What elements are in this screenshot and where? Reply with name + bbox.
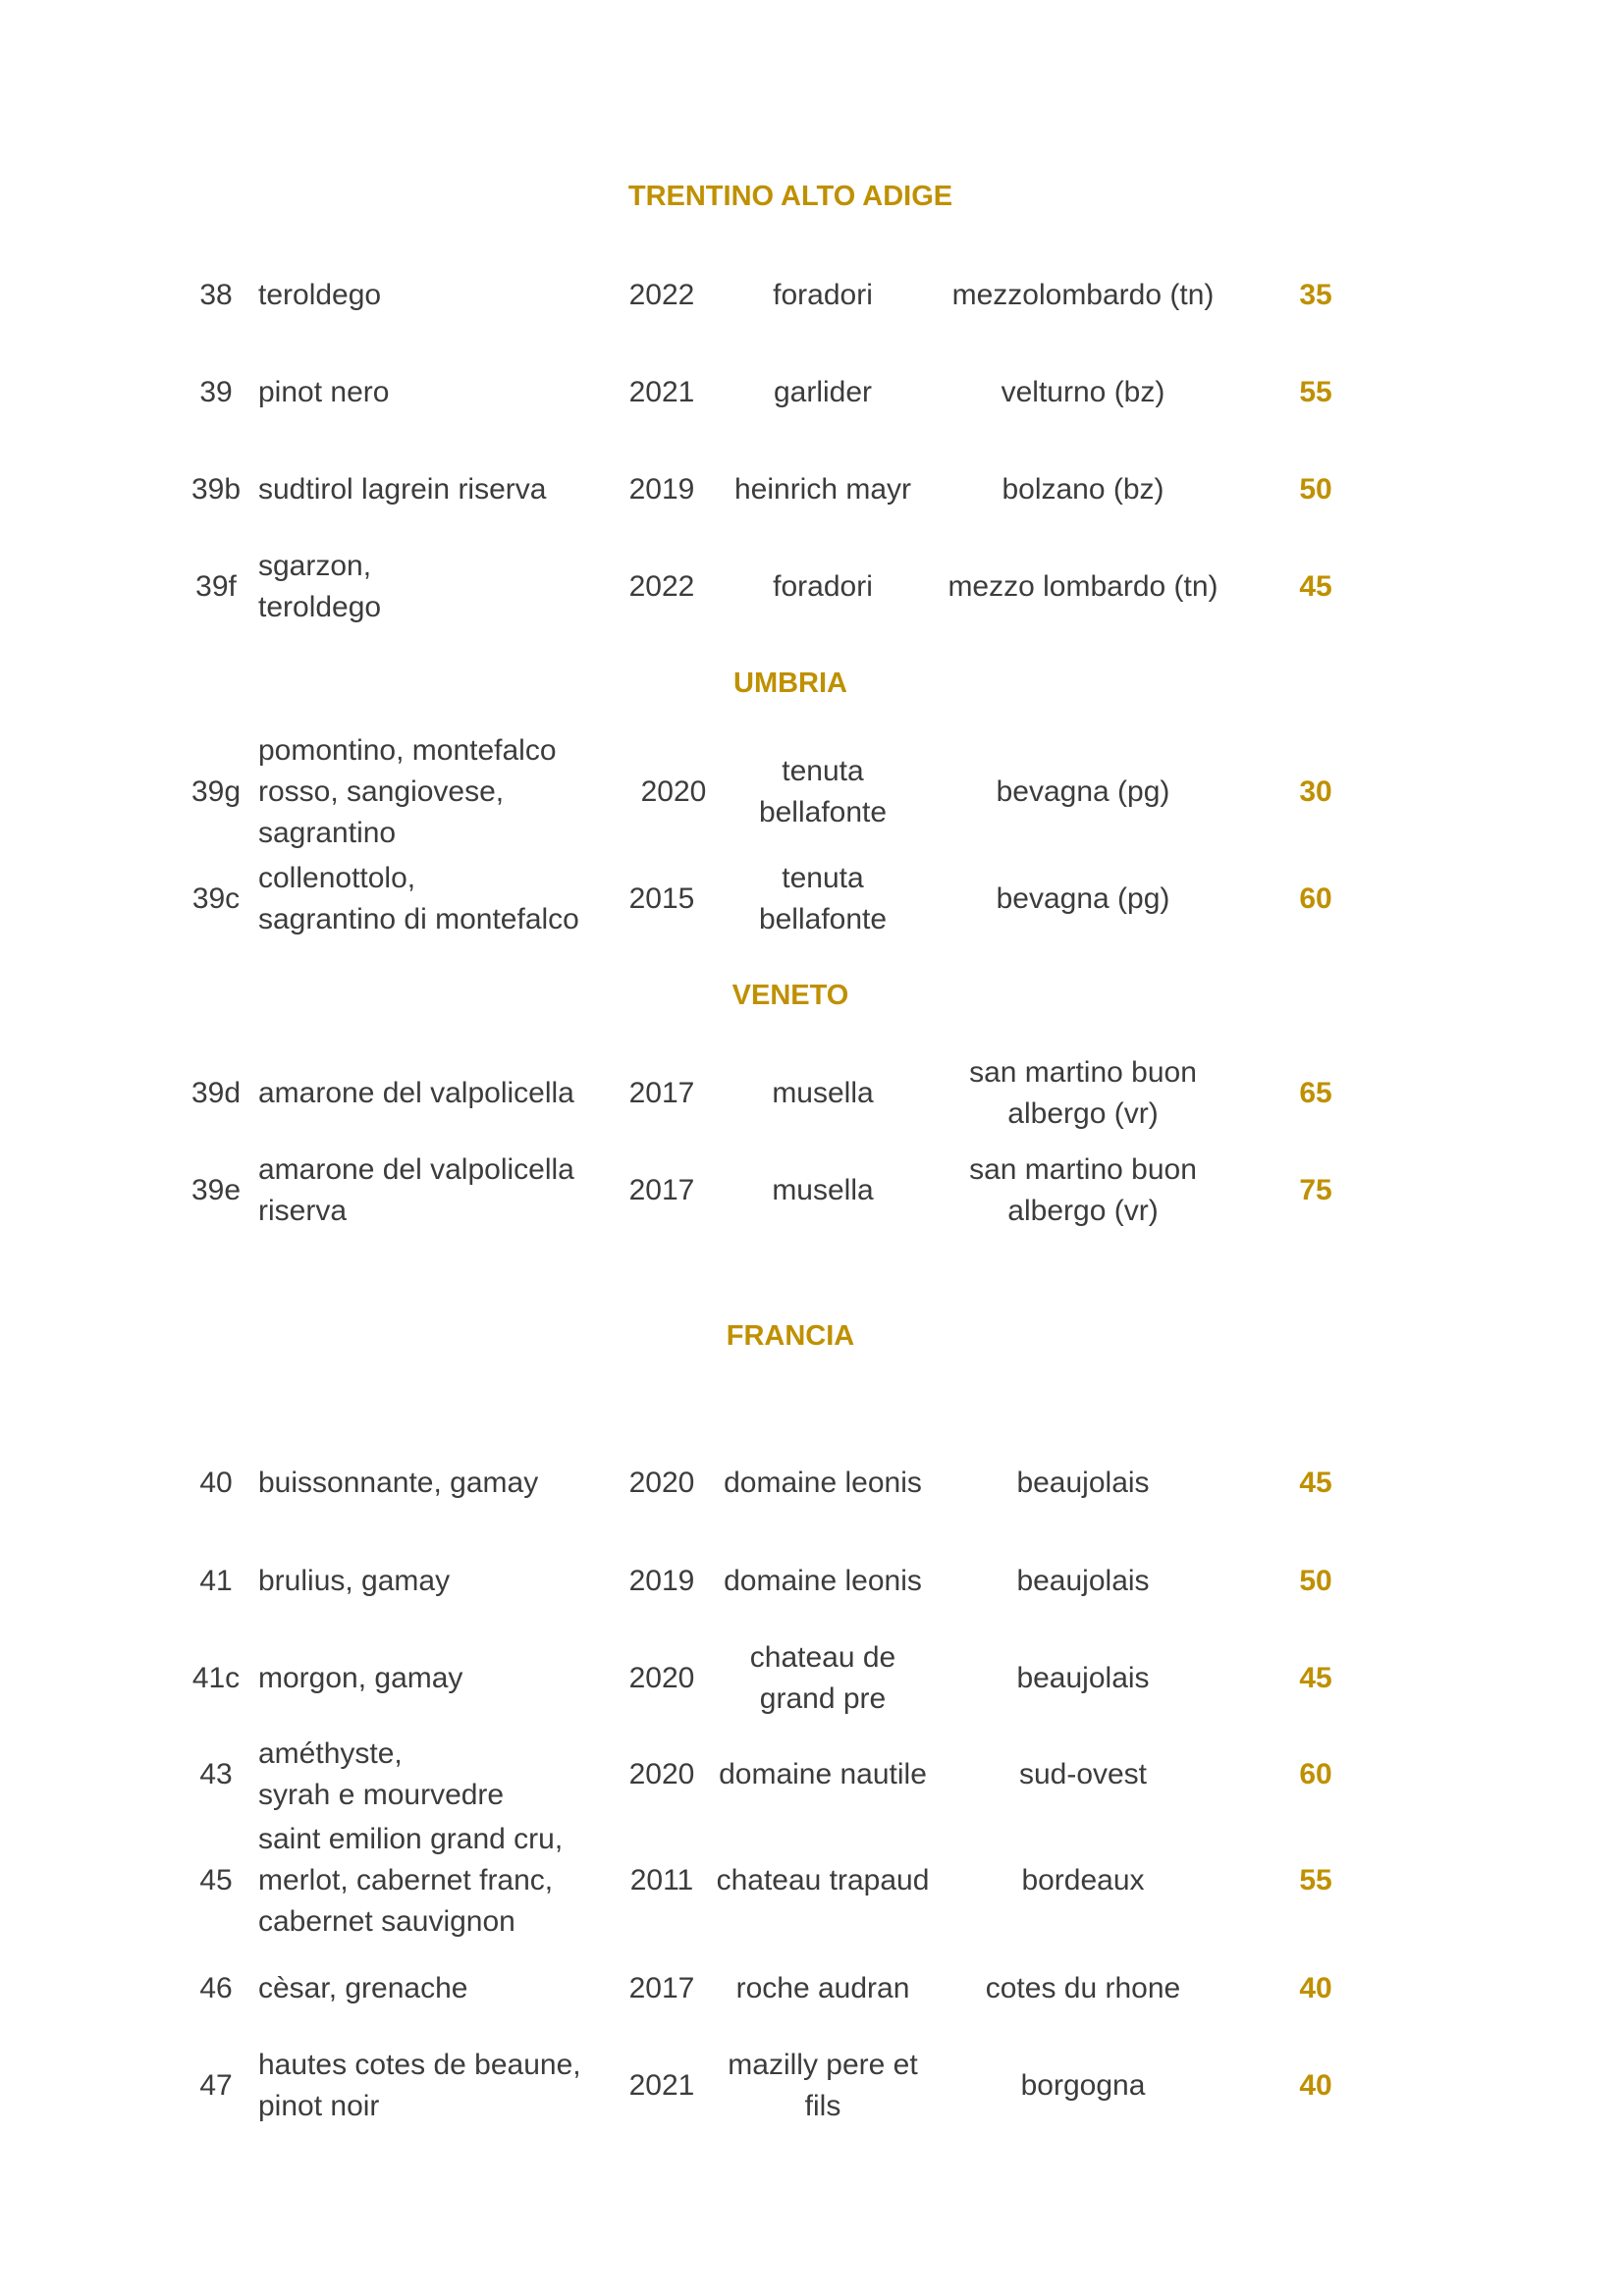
wine-number: 39g — [190, 775, 242, 808]
wine-price: 45 — [1299, 570, 1332, 603]
wine-price: 60 — [1299, 882, 1332, 915]
wine-price: 35 — [1299, 279, 1332, 311]
wine-vintage: 2019 — [628, 1565, 695, 1597]
wine-vintage: 2011 — [629, 1864, 694, 1896]
wine-region: velturno (bz) — [1001, 376, 1165, 408]
wine-price: 45 — [1299, 1662, 1332, 1694]
wine-number: 41 — [199, 1565, 233, 1597]
wine-number: 40 — [199, 1467, 233, 1499]
wine-producer: foradori — [773, 570, 873, 603]
wine-producer: tenuta bellafonte — [758, 862, 888, 935]
wine-number: 39b — [190, 473, 242, 506]
wine-name: brulius, gamay — [258, 1565, 451, 1597]
wine-region: beaujolais — [1016, 1467, 1150, 1499]
wine-number: 46 — [199, 1972, 233, 2004]
wine-producer: heinrich mayr — [733, 473, 912, 506]
wine-name: améthyste, syrah e mourvedre — [258, 1737, 505, 1811]
wine-name: collenottolo, sagrantino di montefalco — [258, 862, 579, 935]
wine-number: 39 — [199, 376, 233, 408]
wine-region: bolzano (bz) — [1001, 473, 1164, 506]
wine-name: hautes cotes de beaune, pinot noir — [258, 2049, 581, 2122]
wine-region: san martino buon albergo (vr) — [969, 1153, 1197, 1227]
wine-name: cèsar, grenache — [258, 1972, 468, 2004]
wine-price: 75 — [1299, 1174, 1332, 1206]
wine-price: 50 — [1299, 473, 1332, 506]
wine-name: sudtirol lagrein riserva — [258, 473, 547, 506]
wine-region: cotes du rhone — [985, 1972, 1181, 2004]
wine-producer: musella — [772, 1077, 874, 1109]
wine-name: pinot nero — [258, 376, 390, 408]
wine-price: 65 — [1299, 1077, 1332, 1109]
wine-price: 50 — [1299, 1565, 1332, 1597]
wine-vintage: 2020 — [628, 1467, 695, 1499]
wine-producer: chateau trapaud — [716, 1864, 930, 1896]
wine-producer: musella — [772, 1174, 874, 1206]
wine-producer: roche audran — [735, 1972, 910, 2004]
wine-number: 39c — [191, 882, 241, 915]
wine-producer: domaine leonis — [724, 1467, 922, 1499]
section-title: VENETO — [731, 980, 849, 1011]
section-title: UMBRIA — [733, 667, 847, 699]
wine-name: buissonnante, gamay — [258, 1467, 539, 1499]
wine-producer: domaine nautile — [719, 1758, 927, 1790]
wine-number: 38 — [199, 279, 233, 311]
wine-vintage: 2022 — [628, 279, 695, 311]
wine-vintage: 2020 — [640, 775, 707, 808]
wine-vintage: 2015 — [628, 882, 695, 915]
wine-vintage: 2021 — [628, 2069, 695, 2102]
wine-producer: foradori — [773, 279, 873, 311]
wine-price: 55 — [1299, 376, 1332, 408]
wine-number: 39e — [190, 1174, 242, 1206]
wine-name: teroldego — [258, 279, 382, 311]
wine-name: pomontino, montefalco rosso, sangiovese, sagrantino — [258, 734, 557, 849]
wine-number: 39d — [190, 1077, 242, 1109]
wine-region: san martino buon albergo (vr) — [969, 1056, 1197, 1130]
wine-number: 45 — [199, 1864, 233, 1896]
wine-price: 30 — [1299, 775, 1332, 808]
wine-vintage: 2020 — [628, 1662, 695, 1694]
wine-producer: domaine leonis — [724, 1565, 922, 1597]
wine-number: 39f — [195, 570, 237, 603]
wine-name: saint emilion grand cru, merlot, cabernet franc, cabernet sauvignon — [258, 1823, 564, 1938]
wine-producer: garlider — [773, 376, 873, 408]
wine-name: amarone del valpolicella — [258, 1077, 574, 1109]
wine-price: 55 — [1299, 1864, 1332, 1896]
wine-price: 60 — [1299, 1758, 1332, 1790]
wine-producer: chateau de grand pre — [749, 1641, 896, 1715]
wine-region: beaujolais — [1016, 1662, 1150, 1694]
wine-price: 40 — [1299, 1972, 1332, 2004]
wine-vintage: 2017 — [628, 1077, 695, 1109]
wine-region: beaujolais — [1016, 1565, 1150, 1597]
wine-number: 41c — [191, 1662, 241, 1694]
wine-region: borgogna — [1020, 2069, 1146, 2102]
wine-region: bevagna (pg) — [996, 775, 1170, 808]
wine-region: bordeaux — [1021, 1864, 1145, 1896]
wine-vintage: 2021 — [628, 376, 695, 408]
wine-region: sud-ovest — [1018, 1758, 1148, 1790]
wine-vintage: 2022 — [628, 570, 695, 603]
wine-vintage: 2019 — [628, 473, 695, 506]
wine-name: morgon, gamay — [258, 1662, 463, 1694]
wine-region: bevagna (pg) — [996, 882, 1170, 915]
wine-number: 47 — [199, 2069, 233, 2102]
wine-vintage: 2017 — [628, 1972, 695, 2004]
wine-price: 40 — [1299, 2069, 1332, 2102]
wine-producer: mazilly pere et fils — [728, 2049, 918, 2122]
wine-region: mezzo lombardo (tn) — [947, 570, 1218, 603]
wine-name: sgarzon, teroldego — [258, 550, 382, 623]
wine-price: 45 — [1299, 1467, 1332, 1499]
section-title: TRENTINO ALTO ADIGE — [627, 181, 953, 212]
wine-number: 43 — [199, 1758, 233, 1790]
section-title: FRANCIA — [726, 1320, 855, 1352]
wine-name: amarone del valpolicella riserva — [258, 1153, 574, 1227]
wine-producer: tenuta bellafonte — [758, 755, 888, 828]
wine-vintage: 2020 — [628, 1758, 695, 1790]
wine-region: mezzolombardo (tn) — [951, 279, 1215, 311]
wine-vintage: 2017 — [628, 1174, 695, 1206]
